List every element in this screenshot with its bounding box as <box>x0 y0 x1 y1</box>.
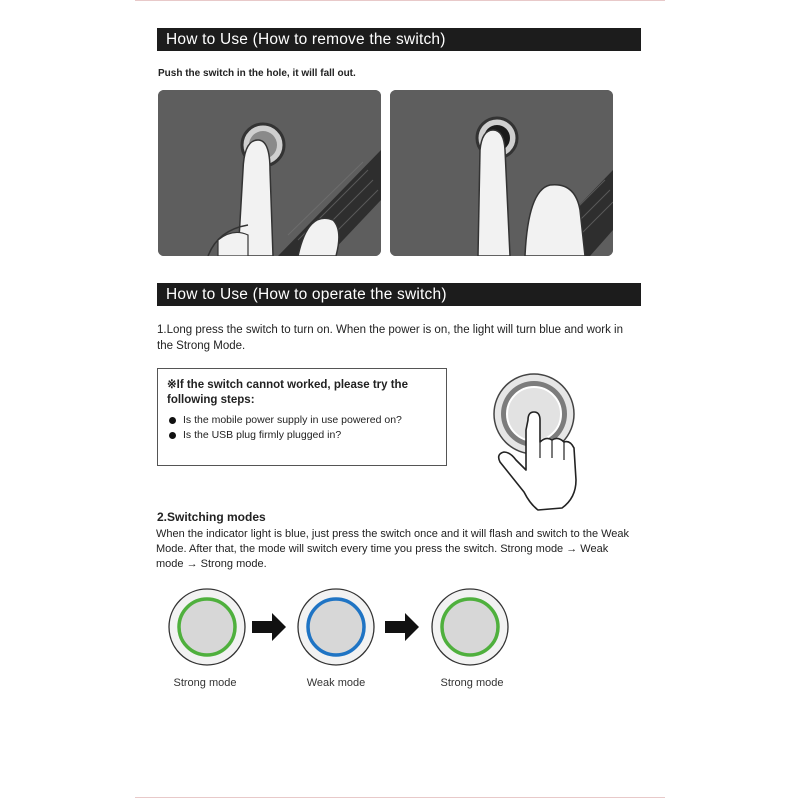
section-header-operate: How to Use (How to operate the switch) <box>157 283 641 306</box>
pressing-hand-illustration <box>490 370 590 515</box>
bottom-divider <box>135 797 665 798</box>
notice-item <box>169 413 402 427</box>
right-arrow-icon <box>252 613 286 641</box>
remove-photo-left <box>158 90 381 256</box>
mode-indicator-strong <box>169 589 245 665</box>
mode-label: Weak mode <box>306 677 366 689</box>
notice-title: ※If the switch cannot worked, please try the following steps: <box>167 379 408 406</box>
mode-indicator-strong <box>432 589 508 665</box>
step2-title: 2.Switching modes <box>157 510 266 524</box>
notice-item-text: Is the USB plug firmly plugged in? <box>183 429 342 441</box>
notice-item <box>169 428 341 442</box>
step1-text: 1.Long press the switch to turn on. When the power is on, the light will turn blue and work in the Strong Mode. <box>157 324 624 352</box>
top-divider <box>135 0 665 1</box>
mode-sequence <box>160 585 540 675</box>
mode-label: Strong mode <box>440 677 504 689</box>
notice-item-text: Is the mobile power supply in use powered on? <box>183 414 402 426</box>
notice-box <box>157 368 447 466</box>
remove-instruction: Push the switch in the hole, it will fall out. <box>158 68 356 79</box>
remove-photo-right <box>390 90 613 256</box>
mode-indicator-weak <box>298 589 374 665</box>
bullet-icon <box>169 417 176 424</box>
right-arrow-icon <box>385 613 419 641</box>
mode-label: Strong mode <box>173 677 237 689</box>
bullet-icon <box>169 432 176 439</box>
step2-text: When the indicator light is blue, just press the switch once and it will flash and switch to the Weak Mode. After that, the mode will switch every time you press the switch. Strong mode → Weak mode → Strong mode. <box>156 528 630 570</box>
section-header-remove: How to Use (How to remove the switch) <box>157 28 641 51</box>
